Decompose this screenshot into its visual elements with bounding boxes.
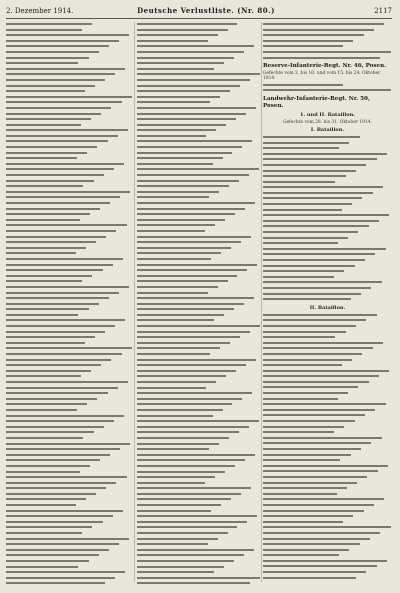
entry-line — [6, 447, 133, 453]
page-header — [6, 5, 392, 17]
column-3 — [263, 22, 392, 590]
column-3-top-entries — [263, 22, 392, 61]
entry-line — [137, 391, 261, 397]
column-2 — [137, 22, 261, 590]
entry-line — [263, 88, 392, 94]
entry-line — [137, 363, 261, 369]
column-3-mid-entries — [263, 83, 392, 94]
entry-line — [6, 33, 133, 39]
entry-line — [6, 257, 133, 263]
header-rule — [6, 18, 392, 19]
entry-line — [263, 50, 392, 56]
section-heading-res-inf-46: Reserve-Infanterie-Regt. Nr. 46, Posen. — [263, 63, 387, 70]
entry-line — [6, 581, 133, 587]
entry-line — [137, 268, 261, 274]
entry-line — [137, 78, 261, 84]
entry-line — [137, 324, 261, 330]
entry-line — [137, 296, 261, 302]
entry-line — [137, 419, 261, 425]
entry-line — [6, 380, 133, 386]
column-divider-2 — [261, 22, 262, 582]
entry-line — [6, 285, 133, 291]
page-number: 2117 — [374, 7, 392, 15]
section-subheading-battalions: 1. und II. Bataillon. — [299, 111, 356, 118]
subheading-battalion-1: I. Bataillon. — [310, 126, 345, 133]
issue-number: (Nr. 80.) — [237, 6, 275, 15]
subheading-battalion-2: II. Bataillon. — [309, 304, 346, 311]
section-caption-res-inf-46: Gefechte vom 2. bis 10. und vom 15. bis 24. Oktober 1914. — [263, 71, 381, 82]
column-divider-1 — [134, 22, 135, 582]
entry-line — [6, 475, 133, 481]
entry-line — [263, 22, 392, 28]
entry-line — [6, 570, 133, 576]
battalion-1-entries — [263, 135, 392, 303]
entry-line — [263, 503, 392, 509]
header-title — [126, 5, 286, 17]
entry-line — [263, 297, 392, 303]
entry-line — [137, 173, 261, 179]
entry-line — [137, 106, 261, 112]
publication-title: Deutsche Verlustliste. — [137, 6, 235, 15]
entry-line — [6, 324, 133, 330]
entry-line — [137, 581, 261, 587]
entry-line — [263, 576, 392, 582]
entry-line — [6, 352, 133, 358]
battalion-2-entries — [263, 313, 392, 582]
entry-line — [263, 56, 392, 62]
section-heading-landw-inf-50: Landwehr-Infanterie-Regt. Nr. 50, Posen. — [263, 95, 370, 109]
entry-line — [137, 50, 261, 56]
section-caption-landw-inf-50: Gefechte vom 28. bis 31. Oktober 1914. — [283, 119, 372, 125]
entry-line — [6, 229, 133, 235]
header-date: 2. Dezember 1914. — [6, 7, 74, 15]
column-1 — [6, 22, 133, 590]
entry-line — [6, 542, 133, 548]
entry-line — [263, 531, 392, 537]
entry-line — [137, 201, 261, 207]
